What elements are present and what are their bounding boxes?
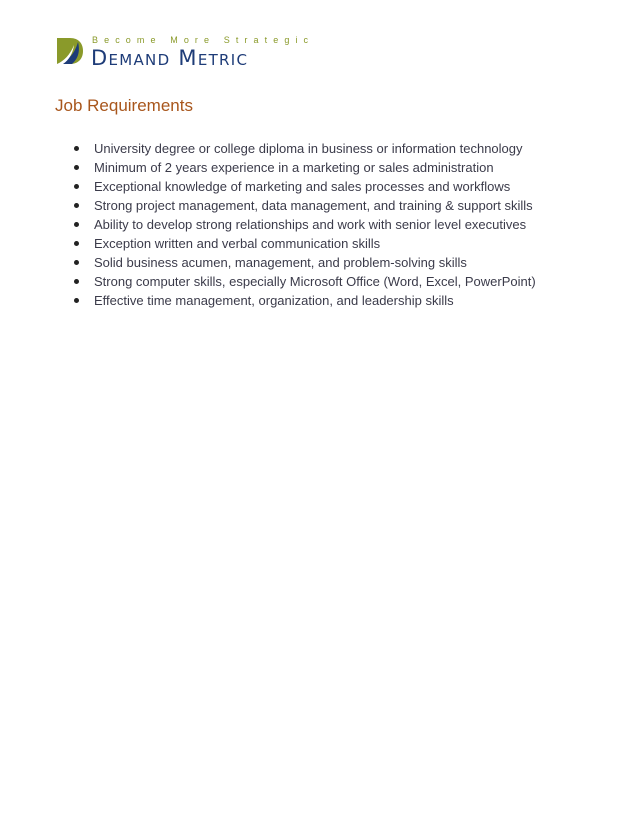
logo-mark-icon <box>55 36 84 66</box>
section-title: Job Requirements <box>55 96 193 115</box>
logo-wordmark: Demand Metric <box>91 46 249 70</box>
bullet-icon <box>74 260 79 265</box>
bullet-icon <box>74 165 79 170</box>
demand-metric-logo <box>55 34 315 70</box>
list-item-text: Exception written and verbal communication skills <box>94 236 381 251</box>
list-item-text: Strong computer skills, especially Microsoft Office (Word, Excel, PowerPoint) <box>94 274 536 289</box>
bullet-icon <box>74 184 79 189</box>
list-item-text: Effective time management, organization, and leadership skills <box>94 293 454 308</box>
list-item-text: University degree or college diploma in business or information technology <box>94 141 523 156</box>
list-item-text: Strong project management, data management, and training & support skills <box>94 198 533 213</box>
bullet-icon <box>74 203 79 208</box>
bullet-icon <box>74 146 79 151</box>
bullet-icon <box>74 241 79 246</box>
list-item-text: Minimum of 2 years experience in a marketing or sales administration <box>94 160 494 175</box>
list-item-text: Solid business acumen, management, and problem-solving skills <box>94 255 467 270</box>
bullet-icon <box>74 222 79 227</box>
list-item-text: Ability to develop strong relationships and work with senior level executives <box>94 217 527 232</box>
bullet-icon <box>74 279 79 284</box>
list-item-text: Exceptional knowledge of marketing and sales processes and workflows <box>94 179 511 194</box>
bullet-icon <box>74 298 79 303</box>
logo-tagline: Become More Strategic <box>92 35 315 45</box>
